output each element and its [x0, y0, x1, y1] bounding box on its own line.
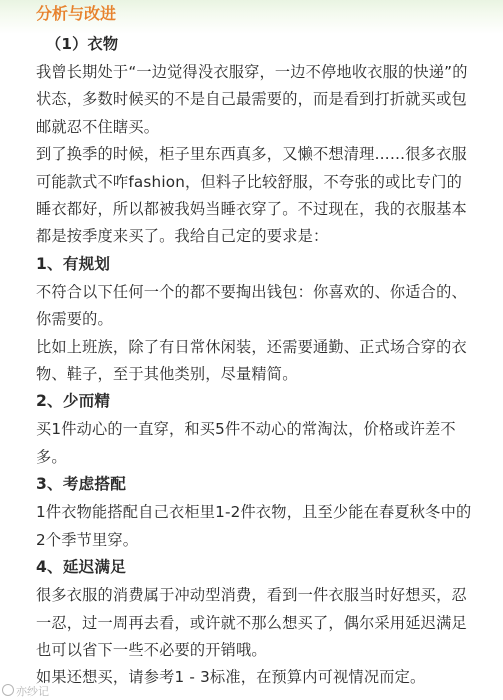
item-paragraph: 如果还想买，请参考1 - 3标准，在预算内可视情况而定。: [36, 668, 426, 687]
item-paragraph: 不符合以下任何一个的都不要掏出钱包：你喜欢的、你适合的、你需要的。: [36, 282, 467, 329]
item-paragraph: 1件衣物能搭配自己衣柜里1-2件衣物，且至少能在春夏秋冬中的2个季节里穿。: [36, 503, 472, 549]
item-title: 2、少而精: [36, 392, 111, 411]
document-body: [36, 31, 476, 692]
watermark: [2, 683, 49, 699]
intro-paragraph: 我曾长期处于“一边觉得没衣服穿，一边不停地收衣服的快递”的状态，多数时候买的不是自己最需要的，而是看到打折就买或包邮就忍不住瞎买。: [36, 63, 468, 136]
item-paragraph: 比如上班族，除了有日常休闲装，还需要通勤、正式场合穿的衣物、鞋子，至于其他类别，尽量精简。: [36, 337, 467, 384]
subsection-title: （1）衣物: [46, 35, 119, 53]
item-paragraph: 买1件动心的一直穿，和买5件不动心的常淘汰，价格或许差不多。: [36, 420, 456, 466]
item-title: 3、考虑搭配: [36, 475, 127, 494]
item-paragraph: 很多衣服的消费属于冲动型消费，看到一件衣服当时好想买，忍一忍，过一周再去看，或许就不那么想买了，偶尔采用延迟满足也可以省下一些不必要的开销哦。: [36, 586, 467, 659]
item-title: 1、有规划: [36, 254, 111, 273]
section-heading: 分析与改进: [36, 4, 117, 23]
watermark-logo-icon: [2, 684, 14, 696]
intro-paragraph: 到了换季的时候，柜子里东西真多，又懒不想清理……很多衣服可能款式不咋fashion，但料子比较舒服，不夸张的或比专门的睡衣都好，所以都被我妈当睡衣穿了。不过现在，我的衣服基本都是按季度来买了。我给自己定的要求是：: [36, 145, 467, 246]
item-title: 4、延迟满足: [36, 558, 127, 577]
watermark-text: 亦纱记: [16, 685, 49, 698]
